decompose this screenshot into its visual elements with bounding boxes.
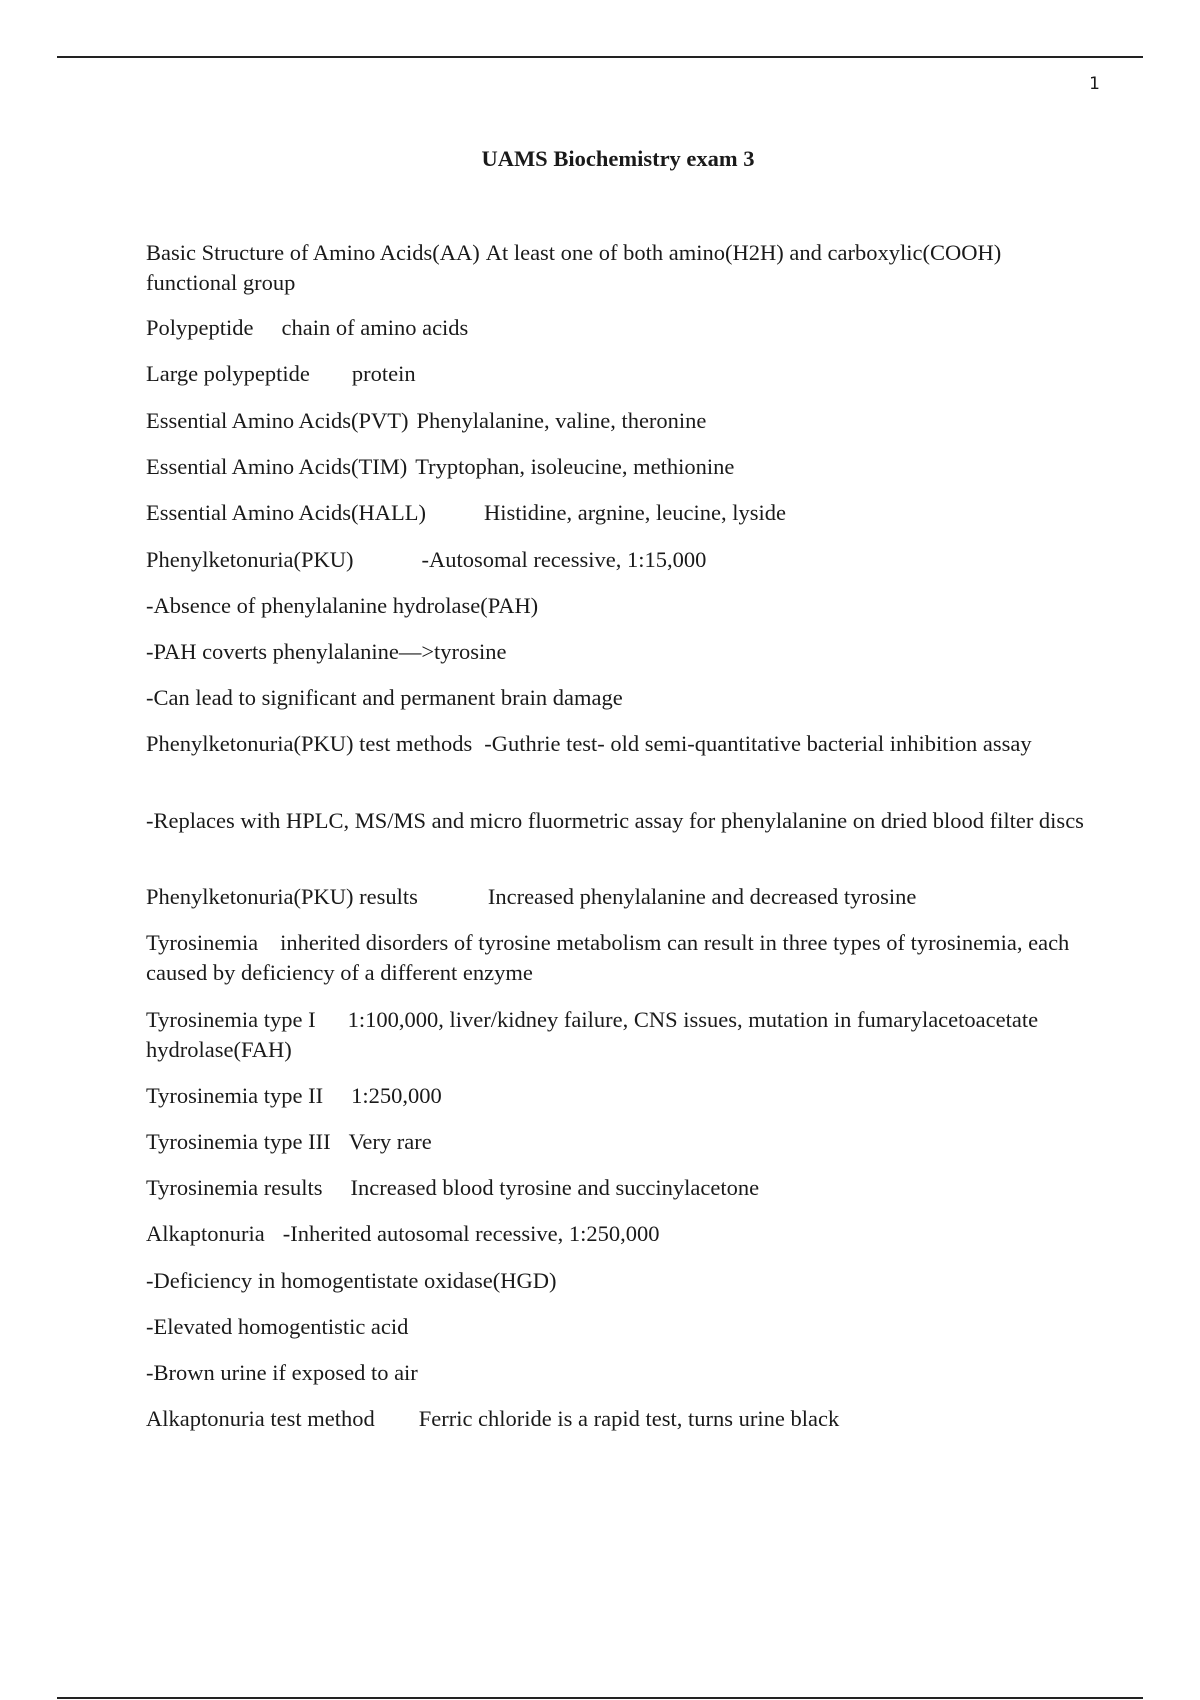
entry-term: Essential Amino Acids(TIM) xyxy=(146,454,408,479)
entry-term: Essential Amino Acids(HALL) xyxy=(146,500,426,525)
entry-tyrosinemia-type-3 xyxy=(146,1127,1092,1157)
entry-term: Essential Amino Acids(PVT) xyxy=(146,408,409,433)
entry-pku-results xyxy=(146,882,1092,912)
entry-definition: Increased phenylalanine and decreased tyrosine xyxy=(487,884,917,909)
entry-term: Alkaptonuria xyxy=(146,1221,265,1246)
document-title: UAMS Biochemistry exam 3 xyxy=(481,146,755,171)
entry-term: Tyrosinemia results xyxy=(146,1175,323,1200)
entry-definition: -Inherited autosomal recessive, 1:250,000 xyxy=(282,1221,660,1246)
entry-essential-pvt xyxy=(146,406,1092,436)
entry-term: Tyrosinemia type I xyxy=(146,1007,316,1032)
entry-pku-test-methods xyxy=(146,729,1092,759)
entry-definition: -Guthrie test- old semi-quantitative bacterial inhibition assay xyxy=(484,731,1032,756)
entry-polypeptide xyxy=(146,313,1092,343)
entry-tyrosinemia-type-1 xyxy=(146,1005,1092,1065)
entry-term: Phenylketonuria(PKU) xyxy=(146,547,354,572)
entry-definition: -Deficiency in homogentistate oxidase(HGD) xyxy=(146,1268,557,1293)
entry-definition: -Replaces with HPLC, MS/MS and micro fluormetric assay for phenylalanine on dried blood filter discs xyxy=(146,808,1084,833)
header-rule xyxy=(57,56,1143,58)
entry-term: Tyrosinemia type III xyxy=(146,1129,331,1154)
entry-definition: Tryptophan, isoleucine, methionine xyxy=(415,454,735,479)
entry-essential-hall xyxy=(146,498,1092,528)
entry-definition: 1:250,000 xyxy=(351,1083,442,1108)
entry-definition: -Autosomal recessive, 1:15,000 xyxy=(421,547,707,572)
entry-alkaptonuria-test-method xyxy=(146,1404,1092,1434)
entry-tyrosinemia-type-2 xyxy=(146,1081,1092,1111)
footer-rule xyxy=(57,1697,1143,1699)
entry-alkaptonuria-detail-1 xyxy=(146,1266,1092,1296)
entry-definition: -Can lead to significant and permanent brain damage xyxy=(146,685,623,710)
entry-alkaptonuria-detail-3 xyxy=(146,1358,1092,1388)
entry-definition: -Absence of phenylalanine hydrolase(PAH) xyxy=(146,593,539,618)
entry-definition: -PAH coverts phenylalanine—>tyrosine xyxy=(146,639,507,664)
entry-term: Phenylketonuria(PKU) test methods xyxy=(146,731,473,756)
entry-basic-structure xyxy=(146,238,1092,298)
entry-definition: -Elevated homogentistic acid xyxy=(146,1314,409,1339)
entry-term: Tyrosinemia xyxy=(146,930,259,955)
entry-alkaptonuria xyxy=(146,1219,1092,1249)
entry-pku xyxy=(146,545,1092,575)
entry-definition: Increased blood tyrosine and succinylacetone xyxy=(350,1175,760,1200)
entry-definition: At least one of both amino(H2H) and carboxylic(COOH) functional group xyxy=(146,240,1002,295)
entry-tyrosinemia xyxy=(146,928,1092,988)
entry-definition: Very rare xyxy=(348,1129,432,1154)
entry-definition: chain of amino acids xyxy=(281,315,469,340)
entry-definition: protein xyxy=(351,361,416,386)
entry-alkaptonuria-detail-2 xyxy=(146,1312,1092,1342)
entry-pku-detail-3 xyxy=(146,683,1092,713)
entry-term: Polypeptide xyxy=(146,315,254,340)
entry-pku-detail-1 xyxy=(146,591,1092,621)
entry-large-polypeptide xyxy=(146,359,1092,389)
entry-essential-tim xyxy=(146,452,1092,482)
entry-definition: -Brown urine if exposed to air xyxy=(146,1360,418,1385)
entry-tyrosinemia-results xyxy=(146,1173,1092,1203)
entry-pku-test-replacement xyxy=(146,806,1092,836)
entry-definition: Ferric chloride is a rapid test, turns urine black xyxy=(418,1406,840,1431)
entry-definition: 1:100,000, liver/kidney failure, CNS issues, mutation in fumarylacetoacetate hydrolase(FAH) xyxy=(146,1007,1039,1062)
entry-term: Tyrosinemia type II xyxy=(146,1083,324,1108)
entry-term: Basic Structure of Amino Acids(AA) xyxy=(146,240,480,265)
entry-term: Alkaptonuria test method xyxy=(146,1406,375,1431)
entry-definition: Histidine, argnine, leucine, lyside xyxy=(483,500,786,525)
page-number: 1 xyxy=(1089,74,1100,94)
entry-pku-detail-2 xyxy=(146,637,1092,667)
entry-definition: Phenylalanine, valine, theronine xyxy=(416,408,707,433)
entry-term: Large polypeptide xyxy=(146,361,310,386)
entry-term: Phenylketonuria(PKU) results xyxy=(146,884,418,909)
entry-definition: inherited disorders of tyrosine metabolism can result in three types of tyrosinemia, each caused by deficiency of a different enzyme xyxy=(146,930,1070,985)
